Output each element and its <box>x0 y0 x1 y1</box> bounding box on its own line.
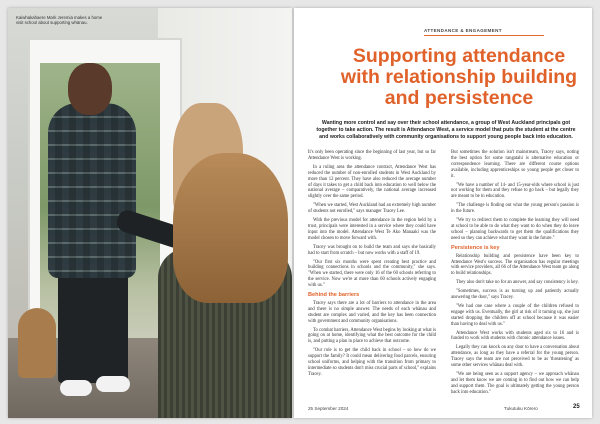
paragraph: "When we started, West Auckland had an extremely high number of students not enrolled," says manager Tracey Lee. <box>308 203 436 215</box>
paragraph: "Our first six months were spent creating best practice and building connections in schools and the community," she says. "When we started, there were only 16 of the 60 schools referring to the service. Now we're at more than 60 schools actively engaging with us." <box>308 259 436 289</box>
paragraph: It's only been operating since the beginning of last year, but so far Attendance West is working. <box>308 150 436 161</box>
paragraph: "Our role is to get the child back in school – so how do we support the family? It could mean delivering food parcels, ensuring school uniforms, and helping with the transition from primary to intermediate so students don't miss crucial parts of school," explains Tracey. <box>308 348 436 377</box>
paragraph: "We have a number of 14- and 15-year-olds where school is just not working for them and they refuse to go back – but legally they are meant to be in education. <box>451 182 579 200</box>
paragraph: "We had one case where a couple of the children refused to engage with us. Eventually, the girl at risk of it turning up, she just started dropping the children off at school because it was easier than having to deal with us." <box>451 303 579 327</box>
paragraph: "The challenge is finding out what the young person's passion is in the future. <box>451 203 579 215</box>
paragraph: "We are being seen as a support agency – we approach whānau and let them know we are coming in to find out how we can help and support them. The goal is ultimately getting the young person back into education." <box>451 372 579 395</box>
paragraph: Tracey was brought on to build the team and says she basically had to start from scratch – but now works with a staff of 19. <box>308 244 436 256</box>
footer-date: 25 September 2024 <box>308 406 349 411</box>
paragraph: "We try to redirect them to complete the learning they will need at school to be able to do what they want to do when they do leave school – planning backwards to get them the qualifications they need so they can achieve what they want in the future." <box>451 218 579 241</box>
section-kicker: ATTENDANCE & ENGAGEMENT <box>424 28 502 33</box>
left-page <box>8 8 292 418</box>
standfirst: Wanting more control and say over their school attendance, a group of West Auckland principals got together to take action. The result is Attendance West, a service model that puts the student at the centre and works collaboratively with community organisations to support young people back into education. <box>316 120 576 140</box>
right-page <box>294 8 592 418</box>
paragraph: Tracey says there are a lot of barriers to attendance in the area and there is no simple answer. The needs of each whānau and student are complex and varied, and the key has been connection with government and community organisations. <box>308 300 436 324</box>
footer-magazine: Tukutuku Kōrero <box>504 406 538 411</box>
man-checked-jacket <box>48 103 136 278</box>
man-head <box>68 63 112 115</box>
dog <box>18 308 56 378</box>
paragraph: With the previous model for attendance in the region held by a trust, principals were interested in a service where they could have input into the model. Attendance West Te Ako Manaaki was the model chosen to move forward with. <box>308 218 436 241</box>
paragraph: Attendance West works with students aged six to 16 and is funded to work with students with chronic attendance issues. <box>451 330 579 342</box>
paragraph: They also don't take no for an answer, and say consistency is key. <box>456 280 579 286</box>
shoe <box>60 380 92 396</box>
kicker-rule <box>424 35 544 36</box>
paragraph: In a ruling area the attendance contract, Attendance West has reduced the number of non-enrolled students in West Auckland by more than 12 percent. They have also reduced the average number of days it takes to get a child back into education to well below the national average – comparatively, the national average increased slightly over the same period. <box>308 164 436 200</box>
paragraph: "Sometimes, success is as turning up and patiently actually answering the door," says Tracey. <box>451 289 579 301</box>
text-column-2 <box>451 150 579 399</box>
headline: Supporting attendance with relationship building and persistence <box>340 45 578 109</box>
paragraph: Legally they can knock on any door to have a conversation about attendance, as long as they have a referral for the young person. Tracey says the team are not perceived to be as 'threatening' as some other services whānau deal with. <box>451 345 579 369</box>
photo-home-visit <box>8 8 292 418</box>
paragraph: Relationship building and persistence have been key to Attendance West's success. The organisation has regular meetings with service providers, all 66 of the Attendance West team go along to build relationships. <box>451 253 579 277</box>
text-column-1 <box>308 150 436 381</box>
page-number: 25 <box>573 404 580 410</box>
subhead: Persistence is key <box>451 244 500 251</box>
paragraph: But sometimes the solution isn't mainstream, Tracey says, noting the best option for some rangatahi is alternative education or correspondence learning. There are different course options available, including apprenticeships so young people get closer to it. <box>451 150 579 179</box>
paragraph: To combat barriers, Attendance West begins by looking at what is going on at home, identifying what the best outcome for the child is, and putting a plan in place to achieve that outcome. <box>308 327 437 345</box>
woman-front-hair <box>173 153 288 303</box>
man-legs <box>58 273 128 383</box>
subhead: Behind the barriers <box>308 292 360 299</box>
shoe <box>96 376 130 392</box>
photo-caption: Kaiwhakahaere Mark Jeremia makes a home visit school about supporting whānau. <box>16 15 103 26</box>
